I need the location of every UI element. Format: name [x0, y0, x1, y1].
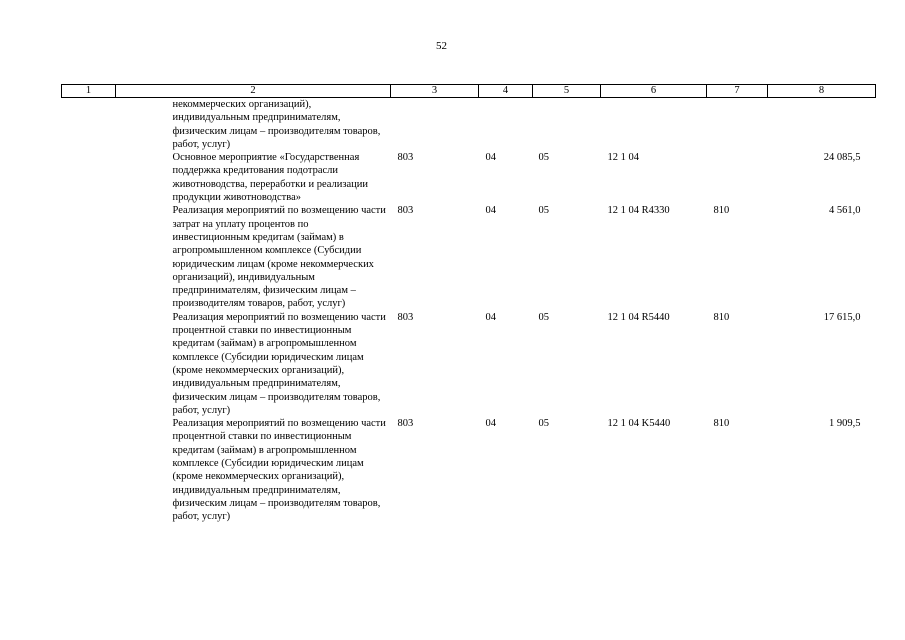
target-code-cell: 12 1 04 K5440: [607, 418, 671, 430]
amount-cell: 17 615,0: [823, 311, 861, 323]
row-label-cell: [62, 311, 116, 417]
column-header-7: 7: [707, 85, 768, 98]
table-row: [62, 98, 876, 152]
row-name-cell: Реализация мероприятий по возмещению части затрат на уплату процентов по инвестиционным кредитам (займам) в агропромышленном комплексе (Субсидии юридическим лицам (кроме некоммерческих организаций), индивидуальным предпринимателям, физическим лицам – производителям товаров, работ, услуг): [172, 205, 386, 310]
ministry-code-cell: 803: [397, 311, 414, 323]
target-code-cell: 12 1 04 R4330: [607, 205, 670, 217]
column-header-4: 4: [479, 85, 533, 98]
ministry-code-cell: 803: [397, 152, 414, 164]
subsection-code-cell: 05: [538, 152, 549, 164]
expense-type-cell: 810: [713, 205, 730, 217]
row-name-cell: Реализация мероприятий по возмещению части процентной ставки по инвестиционным кредитам (займам) в агропромышленном комплексе (Субсидии юридическим лицам (кроме некоммерческих организаций), индивидуальным предпринимателям, физическим лицам – производителям товаров, работ, услуг): [172, 311, 386, 416]
expense-type-cell: [707, 151, 768, 204]
expense-type-cell: 810: [713, 311, 730, 323]
row-name-cell: некоммерческих организаций), индивидуальным предпринимателям, физическим лицам – производителям товаров, работ, услуг): [172, 99, 381, 150]
table-row: [62, 417, 876, 523]
column-header-3: 3: [391, 85, 479, 98]
amount-cell: 1 909,5: [829, 418, 861, 430]
section-code-cell: [479, 98, 533, 152]
section-code-cell: 04: [485, 311, 496, 323]
table-row: [62, 151, 876, 204]
expense-type-cell: [707, 98, 768, 152]
ministry-code-cell: [391, 98, 479, 152]
column-header-1: 1: [62, 85, 116, 98]
row-name-cell: Реализация мероприятий по возмещению части процентной ставки по инвестиционным кредитам (займам) в агропромышленном комплексе (Субсидии юридическим лицам (кроме некоммерческих организаций), индивидуальным предпринимателям, физическим лицам – производителям товаров, работ, услуг): [172, 418, 386, 523]
section-code-cell: 04: [485, 418, 496, 430]
column-number-row: [62, 85, 876, 98]
row-label-cell: [62, 98, 116, 152]
table-row: [62, 311, 876, 417]
subsection-code-cell: 05: [538, 418, 549, 430]
section-code-cell: 04: [485, 152, 496, 164]
row-label-cell: [62, 204, 116, 310]
page-number: 52: [436, 40, 447, 52]
row-name-cell: Основное мероприятие «Государственная поддержка кредитования подотрасли животноводства, переработки и реализации продукции животноводства»: [172, 152, 369, 204]
column-header-2: 2: [116, 85, 391, 98]
target-code-cell: [601, 98, 707, 152]
budget-table: [61, 84, 876, 524]
target-code-cell: 12 1 04 R5440: [607, 311, 670, 323]
amount-cell: [768, 98, 876, 152]
ministry-code-cell: 803: [397, 418, 414, 430]
ministry-code-cell: 803: [397, 205, 414, 217]
row-label-cell: [62, 417, 116, 523]
subsection-code-cell: 05: [538, 205, 549, 217]
amount-cell: 4 561,0: [829, 205, 861, 217]
section-code-cell: 04: [485, 205, 496, 217]
column-header-6: 6: [601, 85, 707, 98]
subsection-code-cell: [533, 98, 601, 152]
target-code-cell: 12 1 04: [607, 152, 639, 164]
amount-cell: 24 085,5: [823, 152, 861, 164]
column-header-5: 5: [533, 85, 601, 98]
column-header-8: 8: [768, 85, 876, 98]
subsection-code-cell: 05: [538, 311, 549, 323]
expense-type-cell: 810: [713, 418, 730, 430]
row-label-cell: [62, 151, 116, 204]
table-row: [62, 204, 876, 310]
